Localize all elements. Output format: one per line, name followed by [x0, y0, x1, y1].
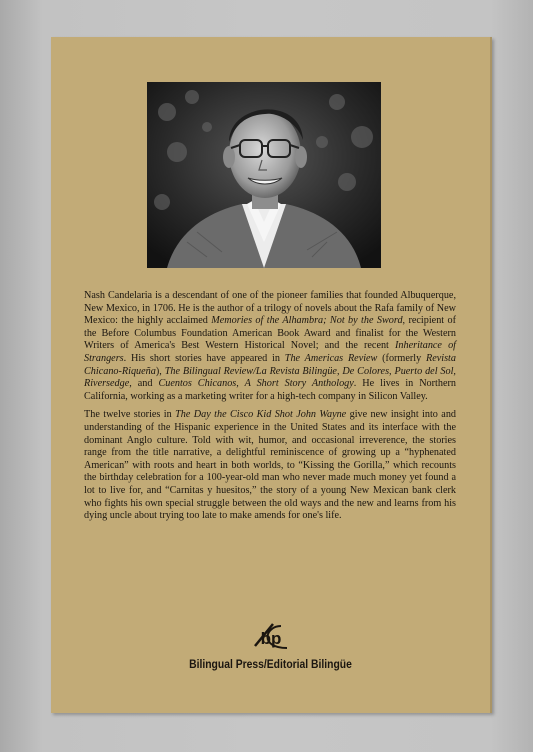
italic-title: Memories of the Alhambra; Not by the Sword [211, 315, 403, 327]
bilingual-press-logo [251, 620, 291, 652]
text-run: ), [155, 365, 165, 377]
text-run: Nash Candelaria is a descendant of one of the pioneer families that founded Albuquerque, New Mexico, in 1706. He is the author of a trilogy of novels about the Rafa family of New Mexico: the highly acclaimed [84, 290, 456, 327]
bio-paragraph-book-summary [84, 409, 456, 522]
text-run: , and [129, 378, 159, 390]
text-run: The twelve stories in [84, 409, 176, 421]
author-portrait [147, 82, 381, 268]
text-run: give new insight into and understanding of the Hispanic experience in the United States and its interface with the dominant Anglo culture. Told with wit, humor, and occasional irreverence, the stories range from the title narrative, a delightful reminiscence of growing up a “hyphenated American” with roots and heart in both worlds, to “Kissing the Gorilla,” which recounts the birthday celebration for a 100-year-old man who never made much money yet found a lot to live for, and “Carnitas y huesitos,” the story of a young New Mexican bank clerk who fights his own special struggle between the old ways and the new and learns from his dying uncle about trying too late to make amends for one's life. [84, 409, 457, 522]
text-run: . His short stories have appeared in [123, 352, 285, 364]
italic-title: The Day the Cisco Kid Shot John Wayne [175, 409, 347, 421]
publisher-name: Bilingual Press/Editorial Bilingüe [189, 659, 352, 671]
italic-title: Inheritance of Strangers [84, 340, 456, 364]
book-back-cover [51, 37, 492, 713]
bio-paragraph-author [84, 290, 456, 403]
svg-text:bp: bp [260, 629, 282, 648]
author-photo [147, 82, 381, 268]
text-run: (formerly [377, 352, 426, 364]
text-run: . He lives in Northern California, working as a marketing writer for a high-tech company in Silicon Valley. [84, 378, 456, 402]
italic-title: The Bilingual Review/La Revista Bilingüe, De Colores, Puerto del Sol, Riversedge [84, 365, 456, 390]
italic-title: Cuentos Chicanos, A Short Story Anthology [158, 378, 354, 390]
italic-title: The Americas Review [284, 352, 378, 364]
text-run: , recipient of the Before Columbus Foundation American Book Award and finalist for the Western Writers of America's Best Western Historical Novel; and the recent [84, 315, 456, 352]
italic-title: Revista Chicano-Riqueña [84, 352, 456, 377]
author-biography [84, 290, 456, 529]
